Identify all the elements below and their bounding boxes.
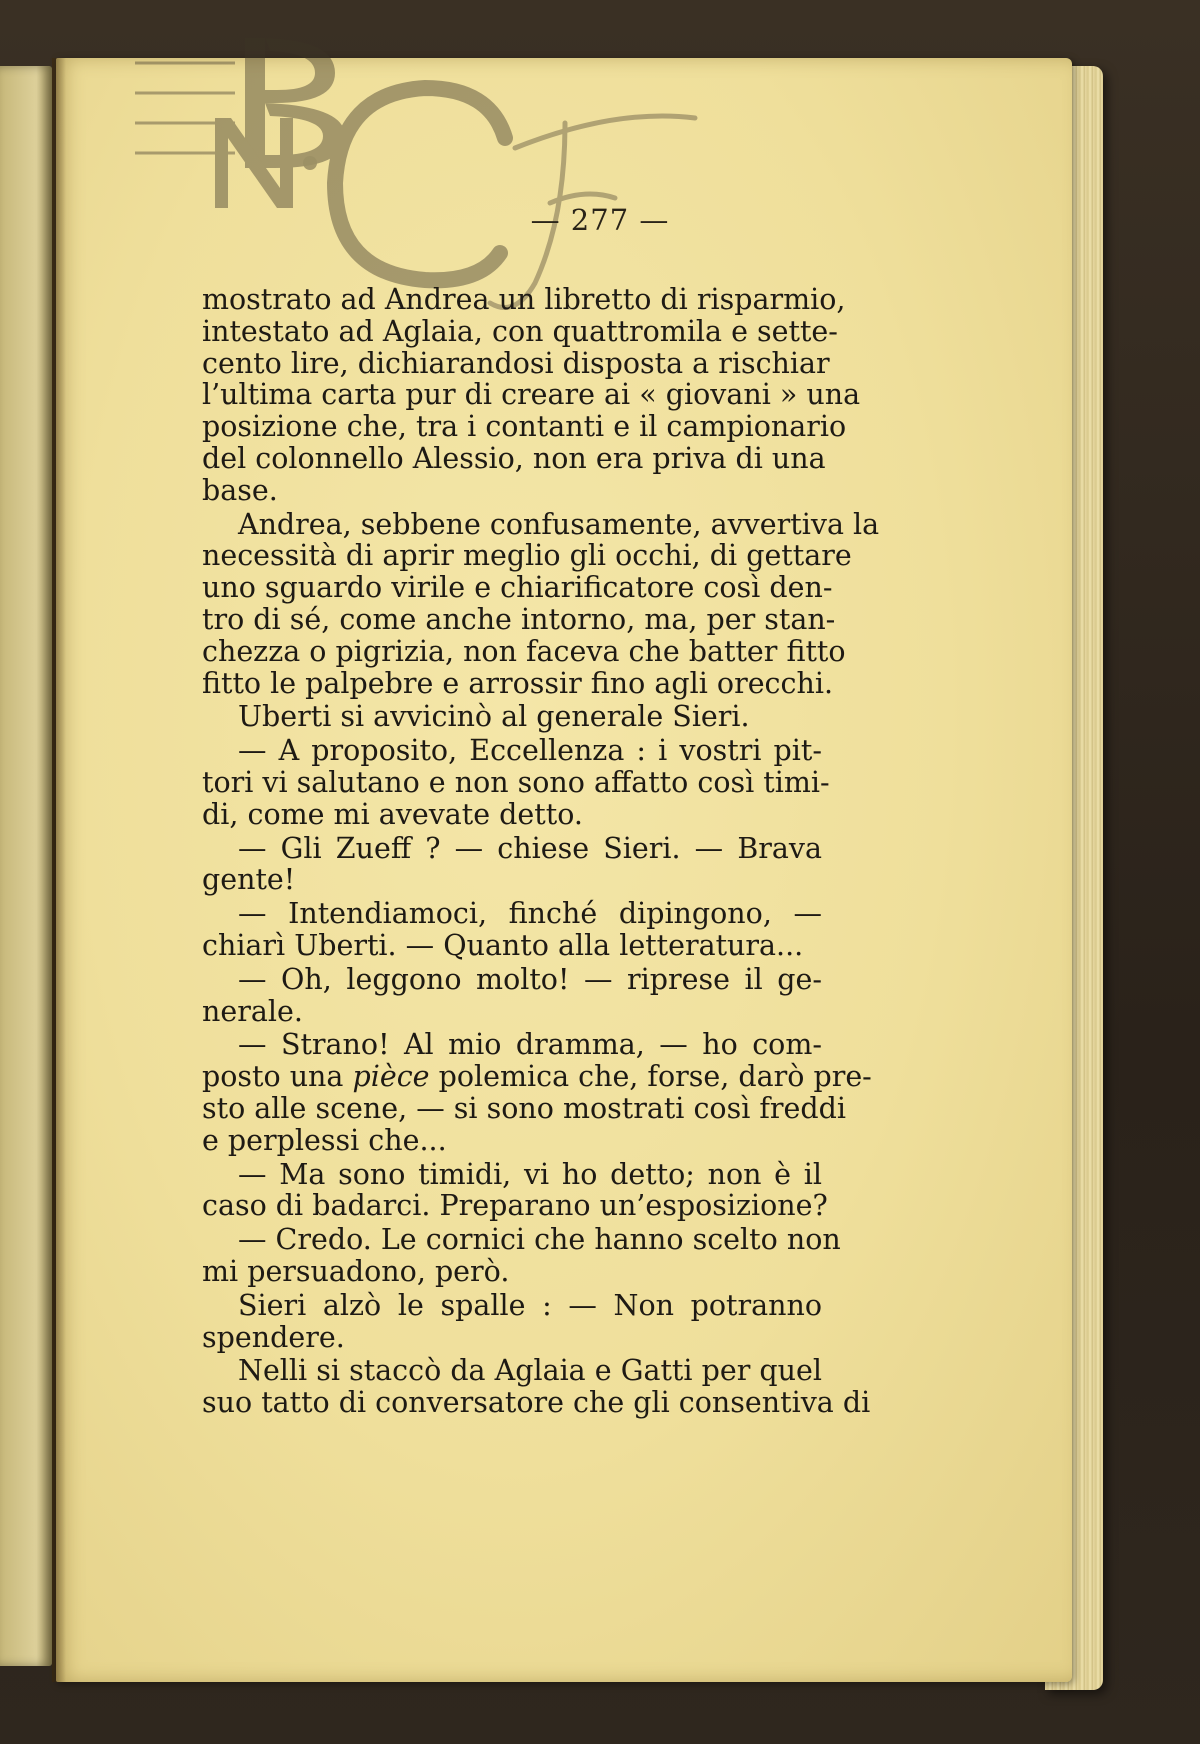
text-line: sto alle scene, — si sono mostrati così freddi (202, 1091, 847, 1125)
paragraph (202, 1354, 871, 1420)
paragraph (202, 283, 861, 507)
page-number: — 277 — (530, 203, 670, 237)
paragraph (202, 734, 830, 831)
text-line: chiarì Uberti. — Quanto alla letteratura... (202, 928, 804, 962)
paragraph (202, 701, 822, 733)
left-page-edge (0, 66, 52, 1666)
text-line: — Ma sono timidi, vi ho detto; non è il (238, 1157, 822, 1191)
text-line: — Credo. Le cornici che hanno scelto non (238, 1223, 841, 1257)
text-line: Nelli si staccò da Aglaia e Gatti per quel (238, 1354, 822, 1388)
text-line: caso di badarci. Preparano un’esposizione? (202, 1189, 828, 1223)
text-line: base. (202, 473, 278, 507)
body-text (202, 283, 880, 1421)
text-line: Andrea, sebbene confusamente, avvertiva la (238, 507, 880, 541)
text-line: mi persuadono, però. (202, 1254, 510, 1288)
paragraph (202, 898, 822, 962)
text-line: uno sguardo virile e chiarificatore così den- (202, 571, 833, 605)
text-line: — A proposito, Eccellenza : i vostri pit- (238, 734, 822, 768)
text-line: chezza o pigrizia, non faceva che batter fitto (202, 634, 846, 668)
text-line: tori vi salutano e non sono affatto così timi- (202, 765, 830, 799)
gutter-shadow (52, 58, 66, 1682)
text-line: — Oh, leggono molto! — riprese il ge- (238, 962, 822, 996)
text-line: posizione che, tra i contanti e il campionario (202, 410, 847, 444)
text-line: l’ultima carta pur di creare ai « giovani » una (202, 378, 861, 412)
text-line: Sieri alzò le spalle : — Non potranno (238, 1288, 822, 1322)
library-watermark-logo (95, 18, 715, 318)
text-line: tro di sé, come anche intorno, ma, per stan- (202, 602, 836, 636)
text-line: gente! (202, 863, 296, 897)
text-line: — Intendiamoci, finché dipingono, — (238, 897, 822, 931)
paragraph (202, 1157, 828, 1223)
paragraph (202, 833, 822, 897)
text-line: Uberti si avvicinò al generale Sieri. (238, 700, 750, 734)
text-line: del colonnello Alessio, non era priva di una (202, 441, 826, 475)
paragraph (202, 1290, 822, 1354)
text-line: — Strano! Al mio dramma, — ho com- (238, 1028, 822, 1062)
text-line: spendere. (202, 1320, 345, 1354)
text-line: nerale. (202, 994, 303, 1028)
paragraph (202, 507, 880, 700)
text-line: e perplessi che... (202, 1123, 447, 1157)
paragraph (202, 1223, 841, 1288)
text-line: fitto le palpebre e arrossir fino agli orecchi. (202, 666, 834, 700)
text-line: intestato ad Aglaia, con quattromila e sette- (202, 314, 838, 348)
text-line: posto una pièce polemica che, forse, darò pre- (202, 1060, 872, 1094)
text-line: necessità di aprir meglio gli occhi, di gettare (202, 539, 852, 573)
text-line: cento lire, dichiarandosi disposta a rischiar (202, 346, 830, 380)
text-line: mostrato ad Andrea un libretto di risparmio, (202, 283, 846, 316)
text-line: suo tatto di conversatore che gli consentiva di (202, 1386, 871, 1420)
text-line: — Gli Zueff ? — chiese Sieri. — Brava (238, 831, 822, 865)
paragraph (202, 1028, 872, 1157)
text-line: di, come mi avevate detto. (202, 797, 583, 831)
paragraph (202, 964, 822, 1028)
